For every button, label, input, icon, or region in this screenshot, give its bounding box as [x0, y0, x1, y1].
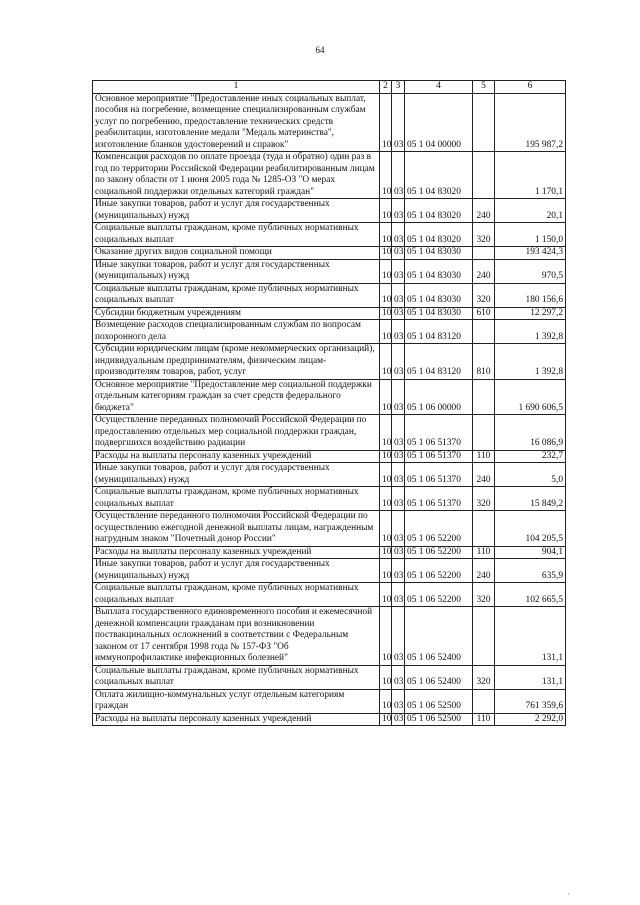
row-expense-type-cell	[473, 607, 495, 666]
row-name-cell: Социальные выплаты гражданам, кроме публичных нормативных социальных выплат	[93, 487, 380, 511]
row-amount-cell: 131,1	[495, 607, 566, 666]
row-name-cell: Расходы на выплаты персоналу казенных учреждений	[93, 713, 380, 726]
row-expense-type-cell: 240	[473, 199, 495, 223]
row-target-article-cell: 05 1 04 83120	[405, 344, 473, 380]
table-row	[93, 450, 566, 463]
row-target-article-cell: 05 1 04 83020	[405, 223, 473, 247]
row-name-cell: Иные закупки товаров, работ и услуг для государственных (муниципальных) нужд	[93, 559, 380, 583]
row-target-article-cell: 05 1 04 00000	[405, 93, 473, 152]
row-subsection-cell: 03	[392, 320, 405, 344]
row-name-cell: Субсидии бюджетным учреждениям	[93, 307, 380, 320]
table-row	[93, 152, 566, 199]
table-row	[93, 344, 566, 380]
table-row	[93, 93, 566, 152]
table-row	[93, 307, 566, 320]
row-expense-type-cell	[473, 152, 495, 199]
row-amount-cell: 12 297,2	[495, 307, 566, 320]
row-amount-cell: 15 849,2	[495, 487, 566, 511]
row-expense-type-cell	[473, 320, 495, 344]
row-subsection-cell: 03	[392, 487, 405, 511]
table-row	[93, 665, 566, 689]
table-row	[93, 283, 566, 307]
row-expense-type-cell	[473, 247, 495, 260]
row-amount-cell: 761 359,6	[495, 689, 566, 713]
row-target-article-cell: 05 1 06 52200	[405, 511, 473, 547]
row-name-cell: Социальные выплаты гражданам, кроме публичных нормативных социальных выплат	[93, 583, 380, 607]
row-expense-type-cell: 610	[473, 307, 495, 320]
row-name-cell: Социальные выплаты гражданам, кроме публичных нормативных социальных выплат	[93, 283, 380, 307]
table-row	[93, 583, 566, 607]
row-target-article-cell: 05 1 06 51370	[405, 450, 473, 463]
row-target-article-cell: 05 1 04 83030	[405, 247, 473, 260]
row-target-article-cell: 05 1 06 00000	[405, 379, 473, 415]
header-name: 1	[93, 81, 380, 94]
row-section-cell: 10	[380, 546, 392, 559]
row-section-cell: 10	[380, 320, 392, 344]
table-row	[93, 247, 566, 260]
table-row	[93, 511, 566, 547]
row-amount-cell: 195 987,2	[495, 93, 566, 152]
row-expense-type-cell	[473, 93, 495, 152]
row-target-article-cell: 05 1 04 83030	[405, 307, 473, 320]
header-target-article: 4	[405, 81, 473, 94]
row-name-cell: Осуществление переданного полномочия Российской Федерации по осуществлению ежегодной денежной выплаты лицам, награжденным нагрудным знаком "Почетный донор России"	[93, 511, 380, 547]
row-subsection-cell: 03	[392, 344, 405, 380]
row-amount-cell: 1 392,8	[495, 320, 566, 344]
header-subsection: 3	[392, 81, 405, 94]
row-subsection-cell: 03	[392, 583, 405, 607]
row-section-cell: 10	[380, 199, 392, 223]
row-name-cell: Оплата жилищно-коммунальных услуг отдельным категориям граждан	[93, 689, 380, 713]
row-section-cell: 10	[380, 559, 392, 583]
table-row	[93, 607, 566, 666]
table-row	[93, 199, 566, 223]
table-row	[93, 415, 566, 451]
row-expense-type-cell: 240	[473, 559, 495, 583]
row-amount-cell: 635,9	[495, 559, 566, 583]
row-amount-cell: 20,1	[495, 199, 566, 223]
row-name-cell: Социальные выплаты гражданам, кроме публичных нормативных социальных выплат	[93, 223, 380, 247]
row-amount-cell: 2 292,0	[495, 713, 566, 726]
table-row	[93, 487, 566, 511]
row-subsection-cell: 03	[392, 223, 405, 247]
table-row	[93, 259, 566, 283]
row-expense-type-cell: 110	[473, 546, 495, 559]
row-subsection-cell: 03	[392, 689, 405, 713]
row-amount-cell: 1 150,0	[495, 223, 566, 247]
table-row	[93, 320, 566, 344]
row-subsection-cell: 03	[392, 247, 405, 260]
row-expense-type-cell: 320	[473, 665, 495, 689]
row-subsection-cell: 03	[392, 665, 405, 689]
row-expense-type-cell: 110	[473, 713, 495, 726]
row-target-article-cell: 05 1 06 52400	[405, 665, 473, 689]
row-expense-type-cell: 320	[473, 487, 495, 511]
row-section-cell: 10	[380, 247, 392, 260]
header-section: 2	[380, 81, 392, 94]
row-target-article-cell: 05 1 06 52400	[405, 607, 473, 666]
row-name-cell: Оказание других видов социальной помощи	[93, 247, 380, 260]
row-name-cell: Осуществление переданных полномочий Российской Федерации по предоставлению отдельных мер социальной поддержки граждан, подвергшихся воздействию радиации	[93, 415, 380, 451]
table-body	[93, 93, 566, 726]
row-subsection-cell: 03	[392, 259, 405, 283]
row-target-article-cell: 05 1 06 52200	[405, 546, 473, 559]
row-amount-cell: 16 086,9	[495, 415, 566, 451]
row-section-cell: 10	[380, 283, 392, 307]
row-amount-cell: 180 156,6	[495, 283, 566, 307]
row-section-cell: 10	[380, 713, 392, 726]
row-name-cell: Компенсация расходов по оплате проезда (туда и обратно) один раз в год по территории Российской Федерации реабилитированным лицам по закону области от 1 июня 2005 года № 1285-ОЗ "О мерах социальной поддержки отдельных категорий граждан"	[93, 152, 380, 199]
row-section-cell: 10	[380, 344, 392, 380]
table-row	[93, 379, 566, 415]
row-amount-cell: 131,1	[495, 665, 566, 689]
row-subsection-cell: 03	[392, 607, 405, 666]
row-subsection-cell: 03	[392, 463, 405, 487]
header-amount: 6	[495, 81, 566, 94]
row-target-article-cell: 05 1 06 51370	[405, 463, 473, 487]
row-amount-cell: 1 690 606,5	[495, 379, 566, 415]
row-name-cell: Субсидии юридическим лицам (кроме некоммерческих организаций), индивидуальным предпринимателям, физическим лицам-производителям товаров, работ, услуг	[93, 344, 380, 380]
table-row	[93, 463, 566, 487]
row-target-article-cell: 05 1 04 83030	[405, 259, 473, 283]
header-expense-type: 5	[473, 81, 495, 94]
row-expense-type-cell	[473, 379, 495, 415]
row-amount-cell: 104 205,5	[495, 511, 566, 547]
row-section-cell: 10	[380, 583, 392, 607]
row-amount-cell: 1 170,1	[495, 152, 566, 199]
row-amount-cell: 232,7	[495, 450, 566, 463]
row-subsection-cell: 03	[392, 546, 405, 559]
row-name-cell: Расходы на выплаты персоналу казенных учреждений	[93, 546, 380, 559]
row-expense-type-cell: 810	[473, 344, 495, 380]
row-amount-cell: 193 424,3	[495, 247, 566, 260]
row-expense-type-cell: 320	[473, 583, 495, 607]
row-section-cell: 10	[380, 152, 392, 199]
row-expense-type-cell	[473, 415, 495, 451]
row-expense-type-cell	[473, 689, 495, 713]
row-target-article-cell: 05 1 06 52500	[405, 689, 473, 713]
row-name-cell: Иные закупки товаров, работ и услуг для государственных (муниципальных) нужд	[93, 463, 380, 487]
row-expense-type-cell: 240	[473, 259, 495, 283]
budget-table	[92, 80, 566, 726]
row-section-cell: 10	[380, 415, 392, 451]
row-section-cell: 10	[380, 259, 392, 283]
row-target-article-cell: 05 1 06 52200	[405, 583, 473, 607]
row-target-article-cell: 05 1 04 83030	[405, 283, 473, 307]
row-name-cell: Иные закупки товаров, работ и услуг для государственных (муниципальных) нужд	[93, 259, 380, 283]
row-expense-type-cell	[473, 511, 495, 547]
page-number: 64	[315, 45, 325, 55]
row-section-cell: 10	[380, 93, 392, 152]
row-target-article-cell: 05 1 06 51370	[405, 487, 473, 511]
row-section-cell: 10	[380, 463, 392, 487]
row-amount-cell: 102 665,5	[495, 583, 566, 607]
row-section-cell: 10	[380, 607, 392, 666]
row-name-cell: Выплата государственного единовременного пособия и ежемесячной денежной компенсации гражданам при возникновении поствакцинальных осложнений в соответствии с Федеральным законом от 17 сентября 1998 года № 157-ФЗ "Об иммунопрофилактике инфекционных болезней"	[93, 607, 380, 666]
row-subsection-cell: 03	[392, 93, 405, 152]
row-subsection-cell: 03	[392, 199, 405, 223]
row-expense-type-cell: 110	[473, 450, 495, 463]
row-target-article-cell: 05 1 06 51370	[405, 415, 473, 451]
row-section-cell: 10	[380, 665, 392, 689]
row-section-cell: 10	[380, 307, 392, 320]
row-target-article-cell: 05 1 04 83020	[405, 199, 473, 223]
row-target-article-cell: 05 1 06 52200	[405, 559, 473, 583]
table-row	[93, 546, 566, 559]
row-section-cell: 10	[380, 511, 392, 547]
row-subsection-cell: 03	[392, 559, 405, 583]
table-header-row	[93, 81, 566, 94]
row-subsection-cell: 03	[392, 713, 405, 726]
row-name-cell: Расходы на выплаты персоналу казенных учреждений	[93, 450, 380, 463]
row-subsection-cell: 03	[392, 283, 405, 307]
row-name-cell: Иные закупки товаров, работ и услуг для государственных (муниципальных) нужд	[93, 199, 380, 223]
row-subsection-cell: 03	[392, 415, 405, 451]
table-row	[93, 223, 566, 247]
row-amount-cell: 5,0	[495, 463, 566, 487]
row-target-article-cell: 05 1 04 83120	[405, 320, 473, 344]
row-section-cell: 10	[380, 487, 392, 511]
row-section-cell: 10	[380, 450, 392, 463]
scan-mark: ·	[567, 890, 570, 899]
row-section-cell: 10	[380, 223, 392, 247]
row-subsection-cell: 03	[392, 379, 405, 415]
row-name-cell: Возмещение расходов специализированным службам по вопросам похоронного дела	[93, 320, 380, 344]
row-expense-type-cell: 240	[473, 463, 495, 487]
table-row	[93, 559, 566, 583]
table-row	[93, 713, 566, 726]
row-expense-type-cell: 320	[473, 223, 495, 247]
row-amount-cell: 1 392,8	[495, 344, 566, 380]
table-row	[93, 689, 566, 713]
row-subsection-cell: 03	[392, 152, 405, 199]
row-amount-cell: 904,1	[495, 546, 566, 559]
row-subsection-cell: 03	[392, 511, 405, 547]
row-target-article-cell: 05 1 04 83020	[405, 152, 473, 199]
row-section-cell: 10	[380, 379, 392, 415]
row-name-cell: Социальные выплаты гражданам, кроме публичных нормативных социальных выплат	[93, 665, 380, 689]
row-target-article-cell: 05 1 06 52500	[405, 713, 473, 726]
row-subsection-cell: 03	[392, 450, 405, 463]
row-section-cell: 10	[380, 689, 392, 713]
row-expense-type-cell: 320	[473, 283, 495, 307]
row-subsection-cell: 03	[392, 307, 405, 320]
row-amount-cell: 970,5	[495, 259, 566, 283]
row-name-cell: Основное мероприятие "Предоставление мер социальной поддержки отдельным категориям граждан за счет средств федерального бюджета"	[93, 379, 380, 415]
row-name-cell: Основное мероприятие "Предоставление иных социальных выплат, пособия на погребение, возмещение специализированным службам услуг по погребению, предоставление технических средств реабилитации, изготовление медали "Медаль материнства", изготовление бланков удостоверений и справок"	[93, 93, 380, 152]
